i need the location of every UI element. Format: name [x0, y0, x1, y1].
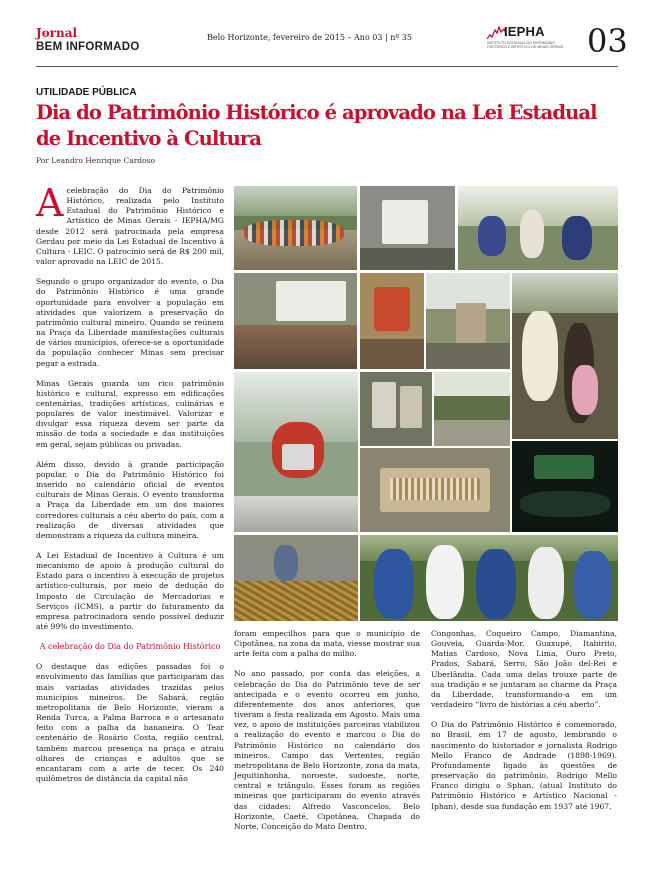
drop-cap: A	[36, 181, 64, 225]
paragraph: Congonhas, Coqueiro Campo, Diamantina, Gouveia, Guarda-Mor, Guaxupé, Itabirito, Matias Cardoso, Nova Lima, Ouro Preto, Prados, Sabará, Serro, São João del-Rei e Uberlândia. Cada uma delas trouxe parte de sua tradição e se juntaram ao charme da Praça da Liberdade, transformando-a em um verdadeiro “livro de histórias a céu aberto”.	[431, 629, 617, 710]
paragraph-intro: Acelebração do Dia do Patrimônio Histórico, realizada pelo Instituto Estadual do Patrimônio Histórico e Artístico de Minas Gerais - IEPHA/MG desde 2012 será patrocinada pela empresa Gerdau por meio da Lei Estadual de Incentivo à Cultura - LEIC. O patrocínio será de R$ 200 mil, valor aprovado na LEIC de 2015.	[36, 181, 224, 267]
photo-exhibit-banner	[360, 186, 455, 270]
header-rule	[36, 66, 618, 67]
logo-text: IEPHA	[504, 24, 545, 39]
paragraph: Minas Gerais guarda um rico patrimônio histórico e cultural, expresso em edificações centenárias, tradições artísticas, culinárias e populares de valor inestimável. Valorizar e divulgar essa riqueza devem ser parte da missão de toda a sociedade e das instituições em geral, sejam públicas ou privadas.	[36, 378, 224, 449]
photo-trees-dancers	[458, 186, 618, 270]
journal-name: BEM INFORMADO	[36, 41, 140, 53]
journal-label: Jornal	[36, 26, 78, 40]
photo-tents-crowd	[234, 273, 357, 369]
headline: Dia do Patrimônio Histórico é aprovado na Lei Estadual de Incentivo à Cultura	[36, 101, 597, 150]
photo-loom-weaving	[360, 448, 510, 532]
subheading: A celebração do Dia do Patrimônio Histórico	[39, 642, 221, 652]
photo-stage-show	[512, 441, 618, 532]
paragraph: O Dia do Patrimônio Histórico é comemorado, no Brasil, em 17 de agosto, lembrando o nascimento do historiador e jornalista Rodrigo Mello Franco de Andrade (1898-1969). Profundamente ligado às questões de preservação do patrimônio, Rodrigo Mello Franco dirigiu o Sphan, (atual Instituto do Patrimônio Histórico e Artístico Nacional - Iphan), desde sua fundação em 1937 até 1967.	[431, 720, 617, 811]
paragraph: O destaque das edições passadas foi o envolvimento das famílias que participaram das mais variadas atividades trazidas pelos municípios mineiros. De Sabará, região metropolitana de Belo Horizonte, vieram a Renda Turca, a Palma Barroca e o artesanato feito com a palha da bananeira. O Tear centenário de Rosário Costa, região central, também marcou presença na praça e atraiu olhares de crianças e adultos que se encantaram com a arte de tecer. Os 240 quilômetros de distância da capital não	[36, 662, 224, 783]
photo-trees-path	[434, 372, 510, 446]
section-label: UTILIDADE PÚBLICA	[36, 87, 137, 98]
edition-line: Belo Horizonte, fevereiro de 2015 – Ano 03 | nº 35	[207, 33, 412, 42]
body-column-3	[431, 629, 617, 812]
paragraph: No ano passado, por conta das eleições, a celebração do Dia do Patrimônio teve de ser antecipada e o evento ocorreu em junho, diferentemente dos anos anteriores, que tiveram a festa realizada em Agosto. Mais uma vez, o apoio de instituições parceiras viabilizou a realização do evento e marcou o Dia do Patrimônio Histórico no calendário dos mineiros. Campo das Vertentes, região metropolitana de Belo Horizonte, zona da mata, Jequitinhonha, noroeste, sudoeste, norte, central e triângulo. Esses foram as regiões mineiras que participaram do evento através das cidades: Alfredo Vasconcelos, Belo Horizonte, Caeté, Cipotânea, Chapada do Norte, Conceição do Mato Dentro,	[234, 669, 420, 831]
photo-exhibit-panels	[360, 372, 432, 446]
paragraph: Segundo o grupo organizador do evento, o Dia do Patrimônio Histórico é uma grande oportunidade para envolver a população em atividades que valorizem a preservação do patrimônio cultural mineiro. Quando se reúnem na Praça da Liberdade manifestações culturais de vários municípios, oferece-se a oportunidade da população conhecer Minas sem precisar pegar a estrada.	[36, 277, 224, 368]
logo-subtitle: INSTITUTO ESTADUAL DO PATRIMÔNIO HISTÓRICO E ARTÍSTICO DE MINAS GERAIS	[487, 41, 564, 50]
photo-accordion-player	[234, 372, 358, 532]
iepha-logo	[487, 24, 579, 54]
page-number: 03	[587, 22, 628, 60]
body-column-1	[36, 181, 224, 784]
body-column-2	[234, 629, 420, 832]
byline: Por Leandro Henrique Cardoso	[36, 156, 155, 165]
paragraph: A Lei Estadual de Incentivo à Cultura é um mecanismo de apoio à produção cultural do Estado para o incentivo à execução de projetos artístico-culturais, por meio de dedução do Imposto de Circulação de Mercadorias e Serviços (ICMS), a partir do faturamento da empresa patrocinadora sendo possível deduzir até 99% do investimento.	[36, 551, 224, 632]
paragraph: foram empecilhos para que o município de Cipotânea, na zona da mata, viesse mostrar sua arte feita com a palha do milho.	[234, 629, 420, 659]
photo-painted-standard	[360, 273, 424, 369]
paragraph: Além disso, devido à grande participação popular, o Dia do Patrimônio Histórico foi inserido no calendário oficial de eventos culturais de Minas Gerais. O evento transforma a Praça da Liberdade em um dos maiores corredores culturais a céu aberto do país, com a realização de diversas atividades que demonstram a riqueza da cultura mineira.	[36, 459, 224, 540]
photo-child-craft	[234, 535, 358, 621]
photo-folk-costumes	[512, 273, 618, 439]
photo-fountain-building	[426, 273, 510, 369]
photo-congado-dancers	[360, 535, 618, 621]
photo-crowd-praca	[234, 186, 357, 270]
